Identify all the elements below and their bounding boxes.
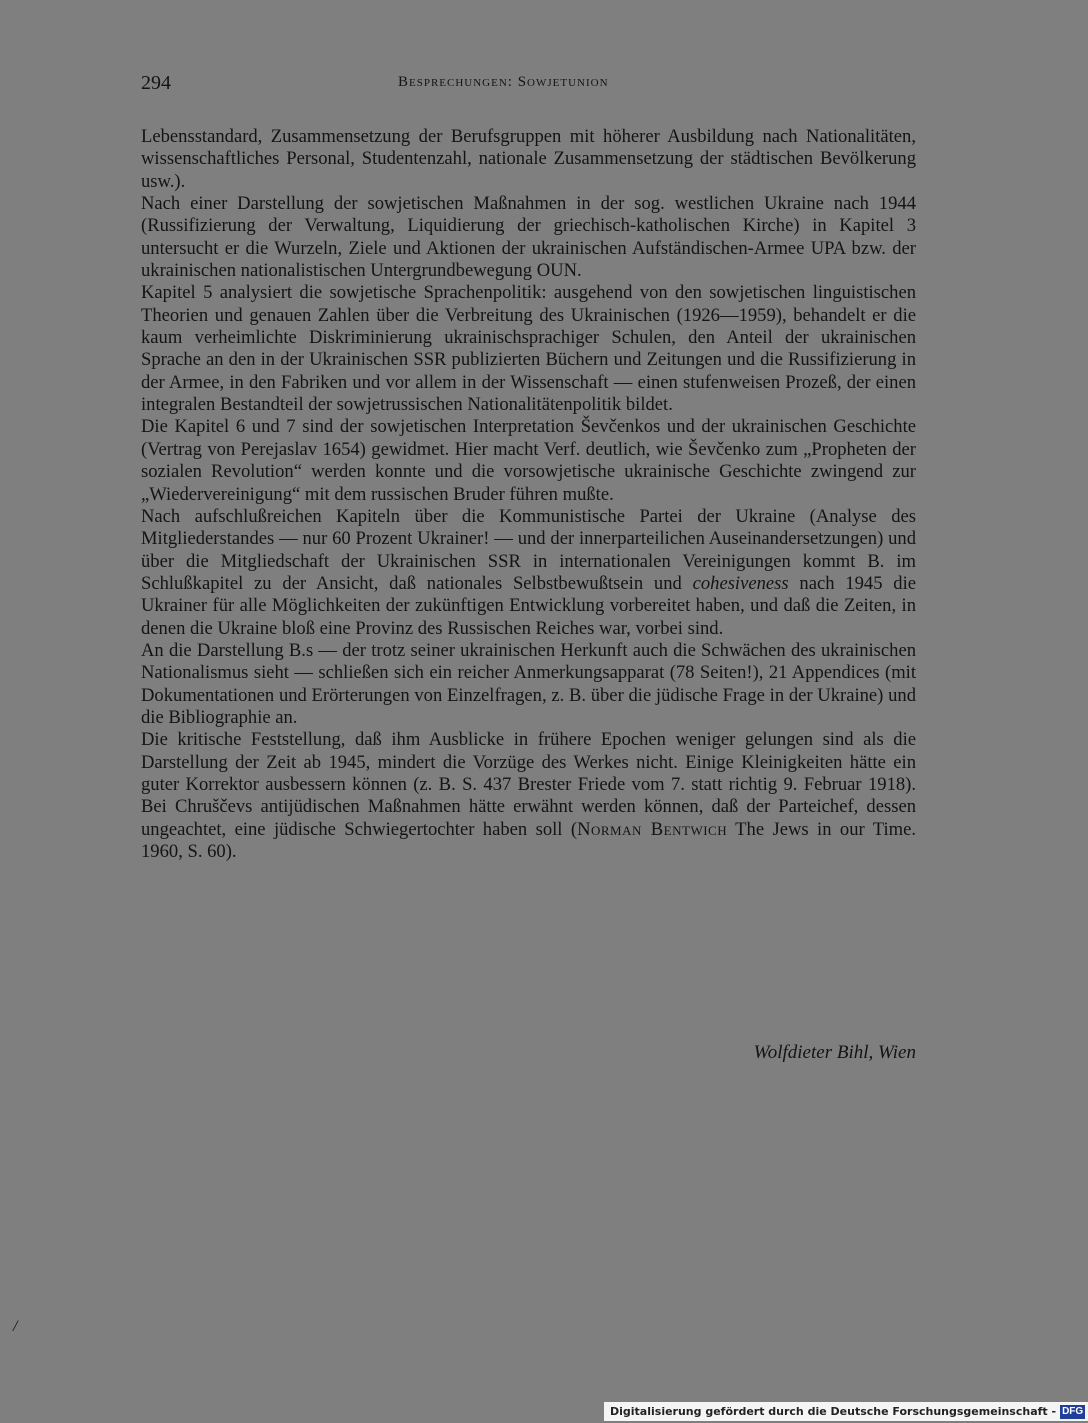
paragraph-text: Nach aufschlußreichen Kapiteln über die Kommunistische Partei der Ukraine (Analyse des Mitgliederstandes — nur 60 Prozent Ukrainer! — und der innerparteilichen Auseinandersetzungen) und über die Mitgliedschaft der Ukrainischen SSR in internationalen Vereinigungen kommt B. im Schlußkapitel zu der Ansicht, daß nationales Selbstbewußtsein und xyxy=(141,505,916,594)
footer-bar xyxy=(604,1402,1088,1421)
paragraph: An die Darstellung B.s — der trotz seiner ukrainischen Herkunft auch die Schwächen des ukrainischen Nationalismus sieht — schließen sich ein reicher Anmerkungsapparat (78 Seiten!), 21 Appendices (mit Dokumentationen und Erörterungen von Einzelfragen, z. B. über die jüdische Frage in der Ukraine) und die Bibliographie an. xyxy=(141,639,916,728)
paragraph: Kapitel 5 analysiert die sowjetische Sprachenpolitik: ausgehend von den sowjetischen linguistischen Theorien und genauen Zahlen über die Verbreitung des Ukrainischen (1926—1959), behandelt er die kaum verheimlichte Diskriminierung ukrainischsprachiger Schulen, den Anteil der ukrainischen Sprache an den in der Ukrainischen SSR publizierten Büchern und Zeitungen und die Russifizierung in der Armee, in den Fabriken und vor allem in der Wissenschaft — einen stufenweisen Prozeß, der einen integralen Bestandteil der sowjetrussischen Nationalitätenpolitik bildet. xyxy=(141,282,916,416)
paragraph xyxy=(141,506,916,640)
paragraph-text: nach 1945 die Ukrainer für alle Möglichkeiten der zukünftigen Entwicklung vorbereitet haben, und daß die Zeiten, in denen die Ukraine bloß eine Provinz des Russischen Reiches war, vorbei sind. xyxy=(141,572,916,639)
stray-mark: / xyxy=(13,1318,18,1335)
paragraph xyxy=(141,729,916,863)
paragraph: Lebensstandard, Zusammensetzung der Berufsgruppen mit höherer Ausbildung nach Nationalitäten, wissenschaftliches Personal, Studentenzahl, nationale Zusammensetzung der städtischen Bevölkerung usw.). xyxy=(141,126,916,192)
paragraph-text: Die kritische Feststellung, daß ihm Ausblicke in frühere Epochen weniger gelungen sind als die Darstellung der Zeit ab 1945, mindert die Vorzüge des Werkes nicht. Einige Kleinigkeiten hätte ein guter Korrektor ausbessern können (z. B. S. 437 Brester Friede vom 7. statt richtig 9. Februar 1918). Bei Chruščevs antijüdischen Maßnahmen hätte erwähnt werden können, daß der Parteichef, dessen ungeachtet, eine jüdische Schwiegertochter haben soll ( xyxy=(141,729,916,840)
signature: Wolfdieter Bihl, Wien xyxy=(753,1042,916,1063)
page-number: 294 xyxy=(141,72,171,94)
author-name: Norman Bentwich xyxy=(577,818,728,840)
paragraph: Die Kapitel 6 und 7 sind der sowjetischen Interpretation Ševčenkos und der ukrainischen Geschichte (Vertrag von Perejaslav 1654) gewidmet. Hier macht Verf. deutlich, wie Ševčenko zum „Propheten der sozialen Revolution“ werden konnte und die vorsowjetische ukrainische Geschichte zwingend zur „Wiedervereinigung“ mit dem russischen Bruder führen mußte. xyxy=(141,416,916,505)
running-head: Besprechungen: Sowjetunion xyxy=(398,74,609,90)
footer-text: Digitalisierung gefördert durch die Deutsche Forschungsgemeinschaft - xyxy=(610,1405,1057,1418)
paragraph-text: The Jews in our Time. 1960, S. 60). xyxy=(141,818,916,862)
italic-term: cohesiveness xyxy=(692,572,789,594)
paragraph: Nach einer Darstellung der sowjetischen Maßnahmen in der sog. westlichen Ukraine nach 1944 (Russifizierung der Verwaltung, Liquidierung der griechisch-katholischen Kirche) in Kapitel 3 untersucht er die Wurzeln, Ziele und Aktionen der ukrainischen Aufständischen-Armee UPA bzw. der ukrainischen nationalistischen Untergrundbewegung OUN. xyxy=(141,193,916,282)
article-body xyxy=(141,126,916,863)
dfg-logo: DFG xyxy=(1062,1405,1084,1417)
